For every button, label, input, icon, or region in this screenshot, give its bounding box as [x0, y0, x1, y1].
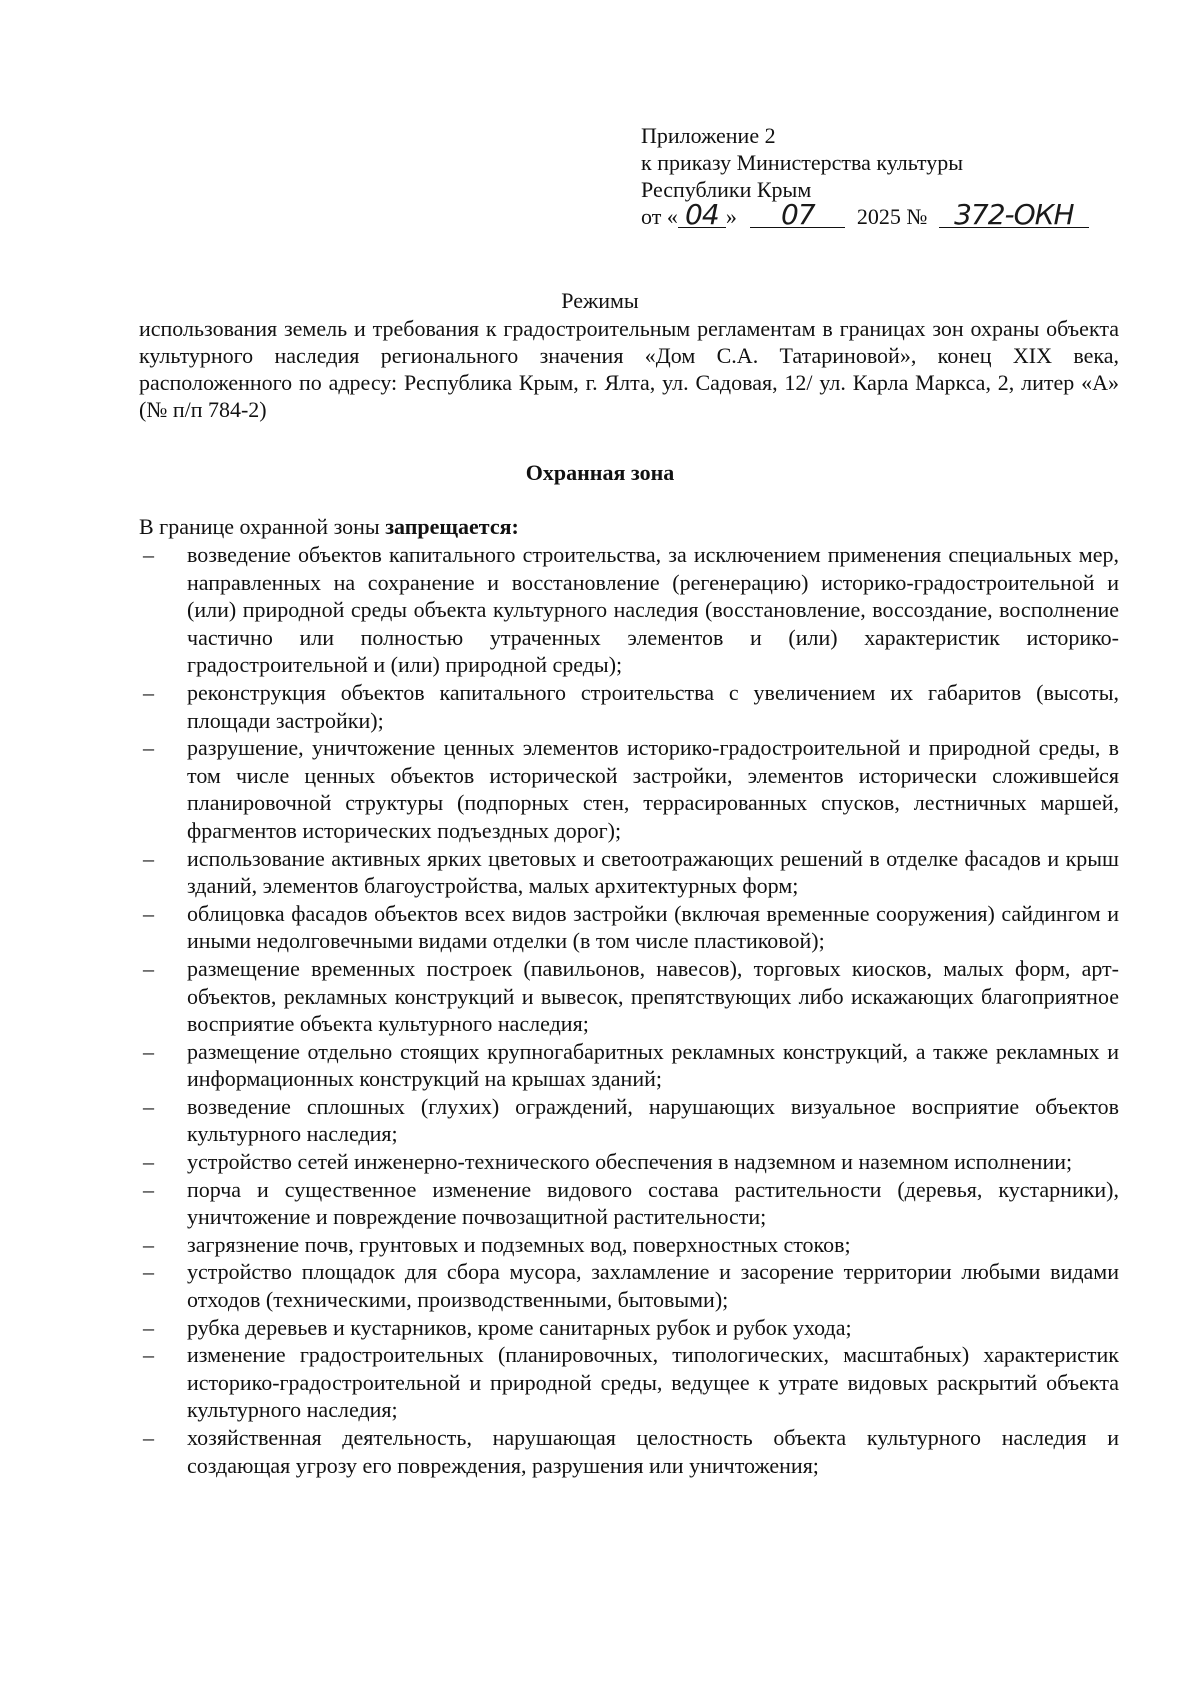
- handwritten-day: 04: [678, 203, 726, 228]
- appendix-header: [641, 122, 1089, 233]
- list-item: [139, 955, 1119, 1038]
- dash-bullet: –: [143, 1149, 154, 1175]
- list-item-text: размещение отдельно стоящих крупногабаритных рекламных конструкций, а также рекламных и информационных конструкций на крышах зданий;: [187, 1038, 1119, 1092]
- list-item: [139, 1341, 1119, 1424]
- date-prefix: от «: [641, 204, 678, 229]
- list-item-text: реконструкция объектов капитального строительства с увеличением их габаритов (высоты, площади застройки);: [187, 679, 1119, 733]
- dash-bullet: –: [143, 735, 154, 761]
- list-item: [139, 1231, 1119, 1259]
- list-item-text: разрушение, уничтожение ценных элементов историко-градостроительной и природной среды, в том числе ценных объектов исторической застройки, элементов исторически сложившейся планировочной структуры (подпорных стен, террасированных спусков, лестничных маршей, фрагментов исторических подъездных дорог);: [187, 735, 1119, 843]
- prohibitions-list: [139, 541, 1119, 1479]
- list-item: [139, 845, 1119, 900]
- list-item: [139, 1148, 1119, 1176]
- list-item-text: устройство сетей инженерно-технического обеспечения в надземном и наземном исполнении;: [187, 1149, 1073, 1175]
- appendix-order-ref: к приказу Министерства культуры: [641, 150, 964, 175]
- list-item-text: изменение градостроительных (планировочных, типологических, масштабных) характеристик историко-градостроительной и природной среды, ведущее к утрате видовых раскрытий объекта культурного наследия;: [187, 1342, 1119, 1423]
- document-title: Режимы: [561, 288, 639, 313]
- list-item: [139, 1424, 1119, 1479]
- list-item: [139, 1093, 1119, 1148]
- dash-bullet: –: [143, 845, 154, 871]
- document-subtitle: использования земель и требования к градостроительным регламентам в границах зон охраны объекта культурного наследия регионального значения «Дом С.А. Татариновой», конец XIX века, расположенного по адресу: Республика Крым, г. Ялта, ул. Садовая, 12/ ул. Карла Маркса, 2, литер «А» (№ п/п 784-2): [139, 316, 1119, 422]
- dash-bullet: –: [143, 1176, 154, 1202]
- list-item-text: облицовка фасадов объектов всех видов застройки (включая временные сооружения) сайдингом и иными недолговечными видами отделки (в том числе пластиковой);: [187, 900, 1119, 954]
- dash-bullet: –: [143, 955, 154, 981]
- list-item: [139, 1314, 1119, 1342]
- dash-bullet: –: [143, 1093, 154, 1119]
- list-item-text: возведение объектов капитального строительства, за исключением применения специальных мер, направленных на сохранение и восстановление (регенерацию) историко-градостроительной и (или) природной среды объекта культурного наследия (восстановление, воссоздание, восполнение частично или полностью утраченных элементов и (или) характеристик историко-градостроительной и (или) природной среды);: [187, 542, 1119, 678]
- list-item-text: возведение сплошных (глухих) ограждений, нарушающих визуальное восприятие объектов культурного наследия;: [187, 1093, 1119, 1147]
- list-item: [139, 1038, 1119, 1093]
- handwritten-month: 07: [750, 203, 845, 228]
- intro-text: В границе охранной зоны: [139, 514, 386, 539]
- dash-bullet: –: [143, 679, 154, 705]
- dash-bullet: –: [143, 1425, 154, 1450]
- list-item-text: хозяйственная деятельность, нарушающая целостность объекта культурного наследия и создающая угрозу его повреждения, разрушения или уничтожения;: [187, 1425, 1119, 1478]
- handwritten-order-number: 372-ОКН: [939, 203, 1089, 228]
- intro-bold: запрещается:: [385, 514, 519, 539]
- list-item: [139, 1176, 1119, 1231]
- date-mid: »: [725, 204, 737, 229]
- list-item-text: использование активных ярких цветовых и светоотражающих решений в отделке фасадов и крыш зданий, элементов благоустройства, малых архитектурных форм;: [187, 845, 1119, 899]
- zone-heading: Охранная зона: [525, 460, 675, 485]
- list-item: [139, 734, 1119, 844]
- year-label: 2025 №: [856, 204, 928, 229]
- dash-bullet: –: [143, 900, 154, 926]
- list-item-text: порча и существенное изменение видового состава растительности (деревья, кустарники), уничтожение и повреждение почвозащитной растительности;: [187, 1176, 1119, 1230]
- dash-bullet: –: [143, 1038, 154, 1064]
- dash-bullet: –: [143, 1259, 154, 1285]
- intro-line: [139, 513, 519, 540]
- list-item-text: размещение временных построек (павильонов, навесов), торговых киосков, малых форм, арт-объектов, рекламных конструкций и вывесок, препятствующих либо искажающих благоприятное восприятие объекта культурного наследия;: [187, 955, 1119, 1037]
- list-item: [139, 1258, 1119, 1313]
- dash-bullet: –: [143, 1342, 154, 1368]
- dash-bullet: –: [143, 1231, 154, 1257]
- list-item: [139, 541, 1119, 679]
- list-item: [139, 900, 1119, 955]
- list-item: [139, 679, 1119, 734]
- list-item-text: устройство площадок для сбора мусора, захламление и засорение территории любыми видами отходов (техническими, производственными, бытовыми);: [187, 1259, 1119, 1313]
- dash-bullet: –: [143, 1314, 154, 1340]
- order-date-line: [641, 198, 1089, 233]
- appendix-republic: Республики Крым: [641, 177, 812, 202]
- appendix-number: Приложение 2: [641, 123, 776, 148]
- list-item-text: рубка деревьев и кустарников, кроме санитарных рубок и рубок ухода;: [187, 1314, 852, 1340]
- list-item-text: загрязнение почв, грунтовых и подземных вод, поверхностных стоков;: [187, 1231, 851, 1257]
- dash-bullet: –: [143, 542, 154, 567]
